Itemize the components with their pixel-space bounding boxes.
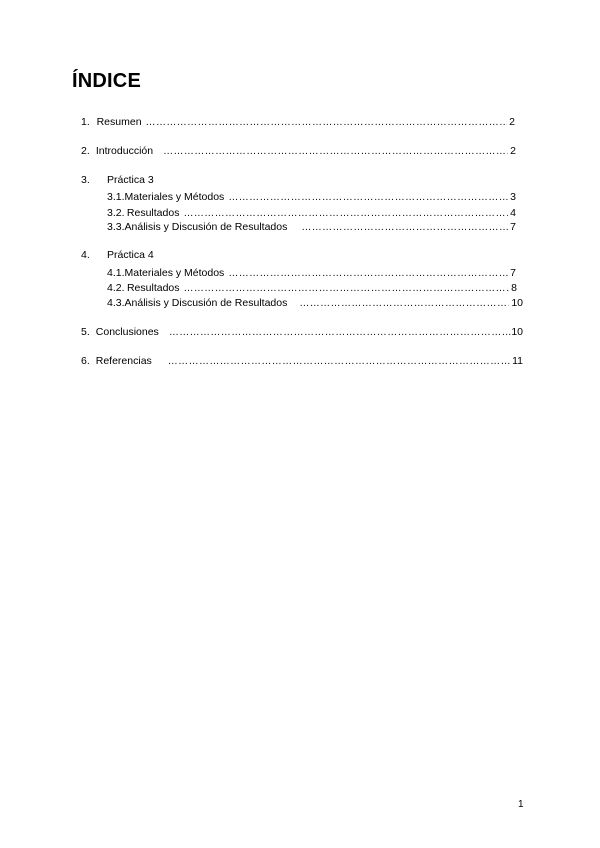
toc-label: Materiales y Métodos — [124, 191, 225, 203]
toc-label: Conclusiones — [95, 326, 159, 338]
toc-number: 5. — [81, 326, 90, 338]
toc-number: 3.3. — [107, 221, 125, 233]
toc-number: 1. — [81, 116, 90, 128]
toc-page-number: 10 — [511, 297, 523, 309]
toc-subentry-3-1[interactable] — [107, 190, 516, 204]
dot-leader — [146, 116, 508, 130]
toc-page-number: 2 — [510, 145, 516, 157]
toc-label: Análisis y Discusión de Resultados — [124, 221, 288, 233]
toc-subentry-3-3[interactable] — [107, 220, 516, 234]
toc-label: Resultados — [126, 282, 180, 294]
dot-leader — [163, 145, 508, 159]
toc-subentry-4-1[interactable] — [107, 266, 516, 280]
toc-number: 6. — [81, 355, 90, 367]
toc-number: 2. — [81, 145, 90, 157]
dot-leader — [228, 267, 508, 281]
toc-label: Resultados — [126, 207, 180, 219]
toc-page-number: 8 — [511, 282, 517, 294]
toc-number: 4. — [81, 249, 90, 261]
toc-page-number: 10 — [511, 326, 523, 338]
toc-entry-introduccion[interactable] — [81, 144, 516, 158]
dot-leader — [168, 355, 510, 369]
dot-leader — [183, 207, 508, 221]
toc-label: Referencias — [95, 355, 152, 367]
footer-page-number: 1 — [518, 799, 524, 810]
toc-number: 4.2. — [107, 282, 125, 294]
toc-label: Resumen — [96, 116, 142, 128]
toc-subentry-4-3[interactable] — [107, 296, 523, 310]
toc-entry-conclusiones[interactable] — [81, 325, 523, 339]
toc-entry-referencias[interactable] — [81, 354, 523, 368]
toc-label: Práctica 3 — [107, 174, 154, 186]
toc-entry-resumen[interactable] — [81, 115, 515, 129]
toc-label: Análisis y Discusión de Resultados — [124, 297, 288, 309]
toc-entry-practica4[interactable] — [81, 248, 154, 262]
toc-label: Práctica 4 — [107, 249, 154, 261]
toc-page-number: 3 — [510, 191, 516, 203]
dot-leader — [299, 297, 509, 311]
toc-page-number: 7 — [510, 221, 516, 233]
toc-page-number: 4 — [510, 207, 516, 219]
page-title: ÍNDICE — [72, 70, 141, 92]
toc-page-number: 7 — [510, 267, 516, 279]
dot-leader — [301, 221, 508, 235]
toc-page-number: 11 — [512, 355, 523, 367]
toc-number: 3.2. — [107, 207, 125, 219]
dot-leader — [169, 326, 512, 340]
toc-number: 3. — [81, 174, 90, 186]
toc-label: Materiales y Métodos — [124, 267, 225, 279]
toc-entry-practica3[interactable] — [81, 173, 154, 187]
toc-subentry-4-2[interactable] — [107, 281, 517, 295]
toc-page-number: 2 — [509, 116, 515, 128]
dot-leader — [228, 191, 508, 205]
toc-number: 4.1. — [107, 267, 125, 279]
toc-number: 3.1. — [107, 191, 125, 203]
dot-leader — [184, 282, 510, 296]
toc-subentry-3-2[interactable] — [107, 206, 516, 220]
toc-number: 4.3. — [107, 297, 125, 309]
toc-label: Introducción — [95, 145, 154, 157]
